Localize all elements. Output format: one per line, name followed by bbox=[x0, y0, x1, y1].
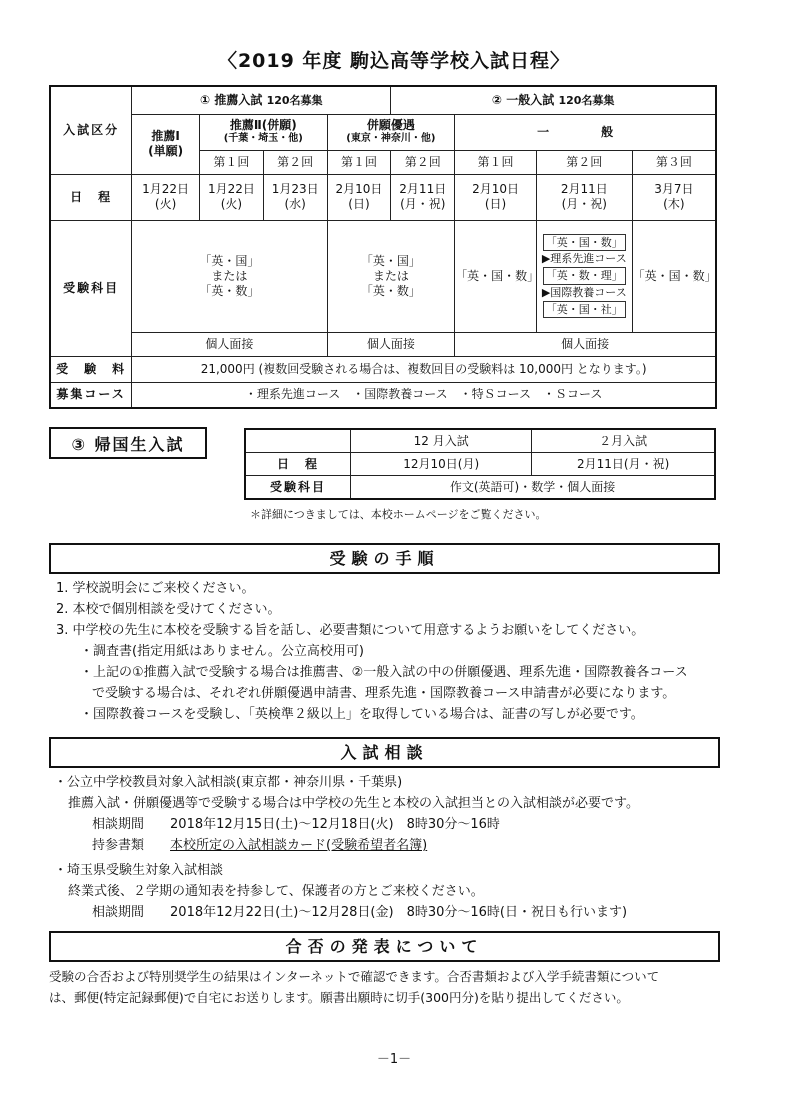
course-cell: ・理系先進コース ・国際教養コース ・特Ｓコース ・Ｓコース bbox=[132, 382, 716, 408]
label-course: 募集コース bbox=[50, 382, 132, 408]
round-cell: 第１回 bbox=[200, 150, 264, 174]
suisen-header: ① 推薦入試 120名募集 bbox=[132, 86, 391, 114]
label-fee: 受 験 料 bbox=[50, 356, 132, 382]
interview-cell: 個人面接 bbox=[327, 332, 455, 356]
announce-line: 受験の合否および特別奨学生の結果はインターネットで確認できます。合否書類および入学手続書類について bbox=[49, 969, 660, 984]
round-cell: 第１回 bbox=[455, 150, 537, 174]
procedure-subitem: ・国際教養コースを受験し、「英検準２級以上」を取得している場合は、証書の写しが必要です。 bbox=[80, 707, 644, 722]
ippan-header: ② 一般入試 120名募集 bbox=[391, 86, 716, 114]
announce-heading: 合否の発表について bbox=[49, 931, 720, 962]
date-cell: 2月11日 (月・祝) bbox=[536, 174, 632, 220]
procedure-subitem: ・調査書(指定用紙はありません。公立高校用可) bbox=[80, 644, 364, 659]
round-cell: 第２回 bbox=[391, 150, 455, 174]
heigan-cell: 併願優遇 (東京・神奈川・他) bbox=[327, 114, 455, 150]
label-nittei: 日 程 bbox=[50, 174, 132, 220]
ippan2-subjects: 「英・国・数」 ▶理系先進コース 「英・数・理」 ▶国際教養コース 「英・国・社」 bbox=[536, 220, 632, 332]
label-kubun: 入試区分 bbox=[50, 86, 132, 174]
heigan-subjects: 「英・国」 または 「英・数」 bbox=[327, 220, 455, 332]
fee-cell: 21,000円 (複数回受験される場合は、複数回目の受験料は 10,000円 となります。) bbox=[132, 356, 716, 382]
ippan3-subjects: 「英・国・数」 bbox=[632, 220, 716, 332]
procedure-item: 1. 学校説明会にご来校ください。 bbox=[56, 581, 255, 596]
empty-cell bbox=[245, 429, 351, 453]
procedure-subitem: ・上記の①推薦入試で受験する場合は推薦書、②一般入試の中の併願優遇、理系先進・国際教養各コース bbox=[80, 665, 688, 680]
schedule-table bbox=[49, 85, 717, 409]
round-cell: 第２回 bbox=[263, 150, 327, 174]
page-title: 〈2019 年度 駒込高等学校入試日程〉 bbox=[217, 50, 571, 72]
returnee-exam-label: ③ 帰国生入試 bbox=[49, 427, 207, 459]
date-cell: 2月11日 (月・祝) bbox=[391, 174, 455, 220]
col-february: ２月入試 bbox=[532, 429, 715, 453]
round-cell: 第２回 bbox=[536, 150, 632, 174]
consult-line: 終業式後、２学期の通知表を持参して、保護者の方とご来校ください。 bbox=[68, 884, 484, 899]
interview-cell: 個人面接 bbox=[455, 332, 716, 356]
date-cell: 3月7日 (木) bbox=[632, 174, 716, 220]
returnee-table bbox=[244, 428, 716, 500]
date-cell: 1月22日 (火) bbox=[200, 174, 264, 220]
consult-line: 推薦入試・併願優遇等で受験する場合は中学校の先生と本校の入試担当との入試相談が必要です。 bbox=[68, 796, 639, 811]
procedure-item: 2. 本校で個別相談を受けてください。 bbox=[56, 602, 281, 617]
date-cell: 2月10日 (日) bbox=[455, 174, 537, 220]
consult-documents: 持参書類 本校所定の入試相談カード(受験希望者名簿) bbox=[92, 838, 428, 853]
label-kamoku: 受験科目 bbox=[50, 220, 132, 356]
date-cell: 1月23日 (水) bbox=[263, 174, 327, 220]
date-cell: 2月10日 (日) bbox=[327, 174, 391, 220]
footnote: ＊詳細につきましては、本校ホームページをご覧ください。 bbox=[250, 508, 547, 521]
ippan-cell: 一 般 bbox=[455, 114, 716, 150]
page-number: －1－ bbox=[376, 1052, 412, 1067]
subjects-cell: 作文(英語可)・数学・個人面接 bbox=[351, 476, 715, 500]
suisen2-cell: 推薦Ⅱ(併願) (千葉・埼玉・他) bbox=[200, 114, 328, 150]
procedure-subitem: で受験する場合は、それぞれ併願優遇申請書、理系先進・国際教養コース申請書が必要になります。 bbox=[92, 686, 676, 701]
suisen-subjects: 「英・国」 または 「英・数」 bbox=[132, 220, 327, 332]
date-cell: 2月11日(月・祝) bbox=[532, 453, 715, 476]
date-cell: 1月22日 (火) bbox=[132, 174, 200, 220]
suisen1-cell: 推薦Ⅰ (単願) bbox=[132, 114, 200, 174]
consult-line: ・埼玉県受験生対象入試相談 bbox=[54, 863, 224, 878]
procedure-item: 3. 中学校の先生に本校を受験する旨を話し、必要書類について用意するようお願いをしてください。 bbox=[56, 623, 645, 638]
consult-period: 相談期間 2018年12月15日(土)～12月18日(火) 8時30分～16時 bbox=[92, 817, 500, 832]
label-nittei: 日 程 bbox=[245, 453, 351, 476]
round-cell: 第３回 bbox=[632, 150, 716, 174]
consult-period: 相談期間 2018年12月22日(土)～12月28日(金) 8時30分～16時(日・祝日も行います) bbox=[92, 905, 628, 920]
round-cell: 第１回 bbox=[327, 150, 391, 174]
procedure-heading: 受験の手順 bbox=[49, 543, 720, 574]
ippan1-subjects: 「英・国・数」 bbox=[455, 220, 537, 332]
consult-heading: 入試相談 bbox=[49, 737, 720, 768]
label-kamoku: 受験科目 bbox=[245, 476, 351, 500]
date-cell: 12月10日(月) bbox=[351, 453, 532, 476]
announce-line: は、郵便(特定記録郵便)で自宅にお送りします。願書出願時に切手(300円分)を貼り提出してください。 bbox=[49, 990, 629, 1005]
col-december: 12 月入試 bbox=[351, 429, 532, 453]
consult-line: ・公立中学校教員対象入試相談(東京都・神奈川県・千葉県) bbox=[54, 775, 403, 790]
interview-cell: 個人面接 bbox=[132, 332, 327, 356]
